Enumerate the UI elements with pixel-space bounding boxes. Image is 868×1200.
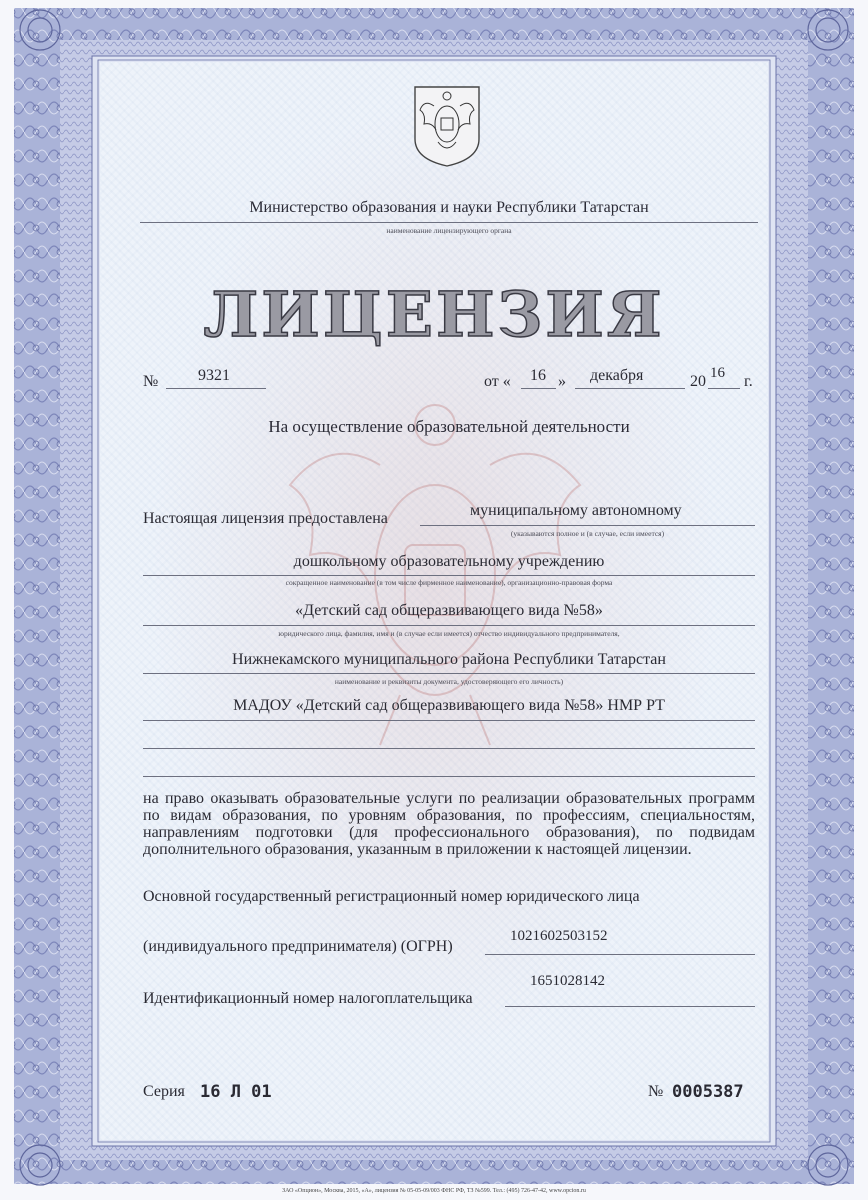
- date-year-label: г.: [744, 373, 753, 390]
- ogrn-label-2: (индивидуального предпринимателя) (ОГРН): [143, 938, 453, 955]
- ogrn-value: 1021602503152: [510, 928, 608, 944]
- rights-text: на право оказывать образовательные услуги по реализации образовательных программ по видам образования, по уровням образования, по профессиям, специальностям, направлениям подготовки (для профессионального образования), по подвидам дополнительного образования, указанным в приложении к настоящей лицензии.: [143, 790, 755, 858]
- date-day-underline: [521, 388, 556, 389]
- license-subject: На осуществление образовательной деятельности: [268, 417, 630, 436]
- form-number-value: 0005387: [672, 1082, 744, 1102]
- grantee-line5: МАДОУ «Детский сад общеразвивающего вида №58» НМР РТ: [233, 697, 665, 714]
- license-no-label: №: [143, 373, 159, 390]
- grantee-line1: муниципальному автономному: [470, 502, 682, 519]
- grantee-line4-underline: [143, 673, 755, 674]
- inn-underline: [505, 1006, 755, 1007]
- ogrn-underline: [485, 954, 755, 955]
- blank-line-2: [143, 776, 755, 777]
- authority-underline: [140, 222, 758, 223]
- grantee-caption3: юридического лица, фамилия, имя и (в случае если имеется) отчество индивидуального предпринимателя,: [278, 629, 620, 638]
- grantee-line3: «Детский сад общеразвивающего вида №58»: [295, 602, 603, 619]
- printer-imprint: ЗАО «Опцион», Москва, 2015, «А», лицензия № 05-05-09/003 ФНС РФ, ТЗ №599. Тел.: (495) 726-47-42, www.opcion.ru: [282, 1188, 586, 1194]
- date-year-prefix: 20: [690, 373, 706, 390]
- grantee-caption1: (указываются полное и (в случае, если имеется): [510, 529, 665, 538]
- inn-value: 1651028142: [530, 973, 605, 989]
- coat-of-arms-icon: [412, 84, 482, 168]
- grantee-line3-underline: [143, 625, 755, 626]
- grantee-label: Настоящая лицензия предоставлена: [143, 510, 388, 527]
- grantee-line2: дошкольному образовательному учреждению: [293, 553, 605, 570]
- date-month: декабря: [590, 367, 644, 384]
- series-value: 16 Л 01: [200, 1082, 272, 1102]
- authority-name: Министерство образования и науки Республики Татарстан: [249, 199, 649, 216]
- grantee-line2-underline: [143, 575, 755, 576]
- date-year-underline: [708, 388, 740, 389]
- document-title: ЛИЦЕНЗИЯ: [203, 278, 665, 351]
- blank-line-1: [143, 748, 755, 749]
- authority-caption: наименование лицензирующего органа: [386, 226, 512, 235]
- date-from-label: от «: [484, 373, 511, 390]
- grantee-line5-underline: [143, 720, 755, 721]
- date-close-quote: »: [558, 373, 566, 390]
- date-month-underline: [575, 388, 685, 389]
- grantee-caption4: наименование и реквизиты документа, удостоверяющего его личность): [334, 677, 564, 686]
- form-number-label: №: [648, 1083, 664, 1100]
- grantee-caption2: сокращенное наименование (в том числе фирменное наименование), организационно-правовая форма: [285, 578, 613, 587]
- inn-label: Идентификационный номер налогоплательщика: [143, 990, 473, 1007]
- license-no-value: 9321: [198, 367, 230, 384]
- license-no-underline: [166, 388, 266, 389]
- date-day: 16: [530, 367, 546, 384]
- ogrn-label-1: Основной государственный регистрационный номер юридического лица: [143, 888, 640, 905]
- grantee-line4: Нижнекамского муниципального района Республики Татарстан: [232, 651, 666, 668]
- date-year-suffix: 16: [710, 365, 725, 381]
- series-label: Серия: [143, 1083, 185, 1100]
- grantee-line1-underline: [420, 525, 755, 526]
